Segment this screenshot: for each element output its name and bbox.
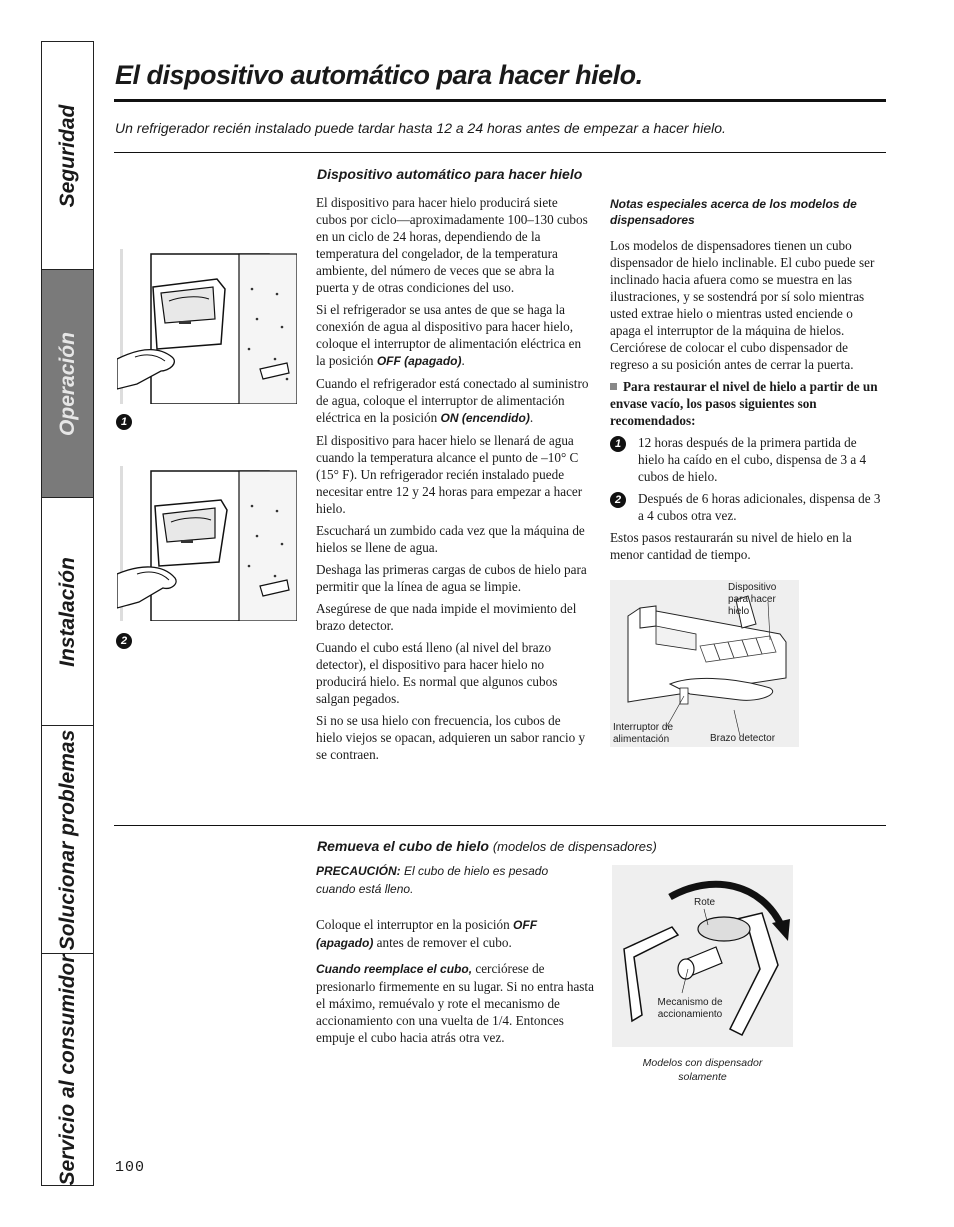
tab-label: Operación — [55, 331, 79, 436]
paragraph: Cuando el cubo está lleno (al nivel del brazo detector), el dispositivo para hacer hielo no producirá hielo. Es normal que algunos cubos salgan pegados. — [316, 640, 558, 706]
figure-number-2 — [116, 631, 132, 649]
caution-label: PRECAUCIÓN: — [316, 864, 401, 878]
tab-label: Servicio al consumidor — [55, 953, 79, 1186]
illustration-1 — [117, 249, 297, 404]
emphasis-off: OFF (apagado) — [316, 918, 538, 950]
tab-operacion[interactable] — [42, 270, 93, 498]
figure-number-1 — [116, 412, 132, 430]
paragraph — [316, 960, 594, 1046]
square-bullet-icon — [610, 383, 617, 390]
notes-column — [610, 196, 886, 568]
emphasis-off: OFF (apagado) — [376, 354, 462, 368]
step-text: 12 horas después de la primera partida de hielo ha caído en el cubo, dispensa de 3 a 4 cubos de hielo. — [638, 435, 867, 484]
paragraph: El dispositivo para hacer hielo se llenará de agua cuando la temperatura alcance el punto de –10° C (15° F). Un refrigerador recién instalado puede necesitar entre 12 y 24 horas para empezar a hacer hielo. — [316, 433, 583, 516]
paragraph: El dispositivo para hacer hielo producirá siete cubos por ciclo—aproximadamente 100–130 cubos en un ciclo de 24 horas, dependiendo de la temperatura del congelador, de la temperatura ambiente, del número de veces que se abra la puerta y de otras condiciones del uso. — [316, 195, 588, 295]
paragraph — [316, 301, 590, 370]
side-tabs — [41, 41, 94, 1186]
paragraph — [316, 375, 590, 427]
label-rotate: Rote — [694, 897, 716, 908]
label-switch: Interruptor de alimentación — [613, 722, 674, 745]
text-run: Si el refrigerador se usa antes de que se haga la conexión de agua al dispositivo para hacer hielo, coloque el interruptor de alimentación eléctrica en la posición — [316, 302, 582, 368]
bucket-diagram — [612, 865, 793, 1047]
tab-seguridad[interactable] — [42, 42, 93, 270]
emphasis-on: ON (encendido) — [440, 411, 530, 425]
section-divider — [114, 825, 886, 826]
section-divider — [114, 152, 886, 153]
text-run: . — [529, 410, 534, 425]
emphasis-replace: Cuando reemplace el cubo, — [316, 962, 473, 976]
main-text-column — [316, 194, 590, 768]
title-rule — [114, 99, 886, 102]
caution-paragraph — [316, 862, 566, 898]
paragraph: Los modelos de dispensadores tienen un cubo dispensador de hielo inclinable. El cubo puede ser inclinado hacia afuera como se muestra en las ilustraciones, y se sostendrá por sí solo mientras usted extrae hielo o mientras usted enciende o apaga el interruptor de la máquina de hielos. Cerciórese de colocar el cubo dispensador de regreso a su posición antes de cerrar la puerta. — [610, 238, 875, 372]
icemaker-diagram — [610, 580, 799, 747]
paragraph: Deshaga las primeras cargas de cubos de hielo para permitir que la línea de agua se limpie. — [316, 562, 587, 594]
tab-label: Solucionar problemas — [55, 729, 79, 950]
paragraph: Escuchará un zumbido cada vez que la máquina de hielos se llene de agua. — [316, 523, 585, 555]
step-text: Después de 6 horas adicionales, dispensa de 3 a 4 cubos otra vez. — [638, 491, 881, 523]
text-run: Coloque el interruptor en la posición — [316, 917, 514, 932]
tab-solucionar-problemas[interactable] — [42, 726, 93, 954]
notes-heading: Notas especiales acerca de los modelos de dispensadores — [610, 197, 857, 227]
paragraph: Si no se usa hielo con frecuencia, los cubos de hielo viejos se opacan, adquieren un sabor rancio y se contraen. — [316, 713, 586, 762]
step-item — [610, 490, 886, 524]
tab-servicio-consumidor[interactable] — [42, 954, 93, 1185]
illustration-2 — [117, 466, 297, 621]
label-arm: Brazo detector — [710, 733, 776, 744]
bullet-text: Para restaurar el nivel de hielo a partir de un envase vacío, los pasos siguientes son recomendados: — [610, 379, 878, 428]
text-run: cerciórese de presionarlo firmemente en su lugar. Si no entra hasta el máximo, remuévalo y rote el mecanismo de accionamiento con una vuelta de 1/4. Entonces empuje el cubo hacia atrás otra vez. — [316, 961, 594, 1045]
paragraph: Asegúrese de que nada impide el movimiento del brazo detector. — [316, 601, 577, 633]
paragraph: Estos pasos restaurarán su nivel de hielo en la menor cantidad de tiempo. — [610, 530, 852, 562]
figure-number-label: 2 — [116, 633, 132, 649]
step-number: 1 — [610, 436, 626, 452]
tab-instalacion[interactable] — [42, 498, 93, 726]
heading-note: (modelos de dispensadores) — [492, 839, 657, 854]
figure-caption: Modelos con dispensador solamente — [642, 1057, 763, 1083]
page-subtitle: Un refrigerador recién instalado puede tardar hasta 12 a 24 horas antes de empezar a hacer hielo. — [115, 120, 726, 136]
label-mechanism: Mecanismo de accionamiento — [657, 997, 723, 1020]
notes-bullet — [610, 378, 886, 429]
tab-label: Instalación — [55, 556, 79, 667]
heading-text: Remueva el cubo de hielo — [317, 838, 489, 854]
text-run: antes de remover el cubo. — [373, 935, 512, 950]
caution-text: El cubo de hielo es pesado cuando está lleno. — [316, 864, 549, 896]
label-device: Dispositivo para hacer hielo — [728, 582, 777, 617]
text-run: Cuando el refrigerador está conectado al suministro de agua, coloque el interruptor de alimentación eléctrica en la posición — [316, 376, 589, 425]
text-run: . — [461, 353, 465, 368]
page-title: El dispositivo automático para hacer hielo. — [115, 60, 643, 90]
step-number: 2 — [610, 492, 626, 508]
paragraph — [316, 916, 594, 952]
step-item — [610, 434, 886, 485]
page-number: 100 — [115, 1159, 146, 1176]
tab-label: Seguridad — [55, 104, 79, 207]
section-heading: Dispositivo automático para hacer hielo — [317, 166, 583, 182]
section-heading — [317, 838, 657, 854]
figure-number-label: 1 — [116, 414, 132, 430]
section2-text — [316, 862, 594, 1051]
